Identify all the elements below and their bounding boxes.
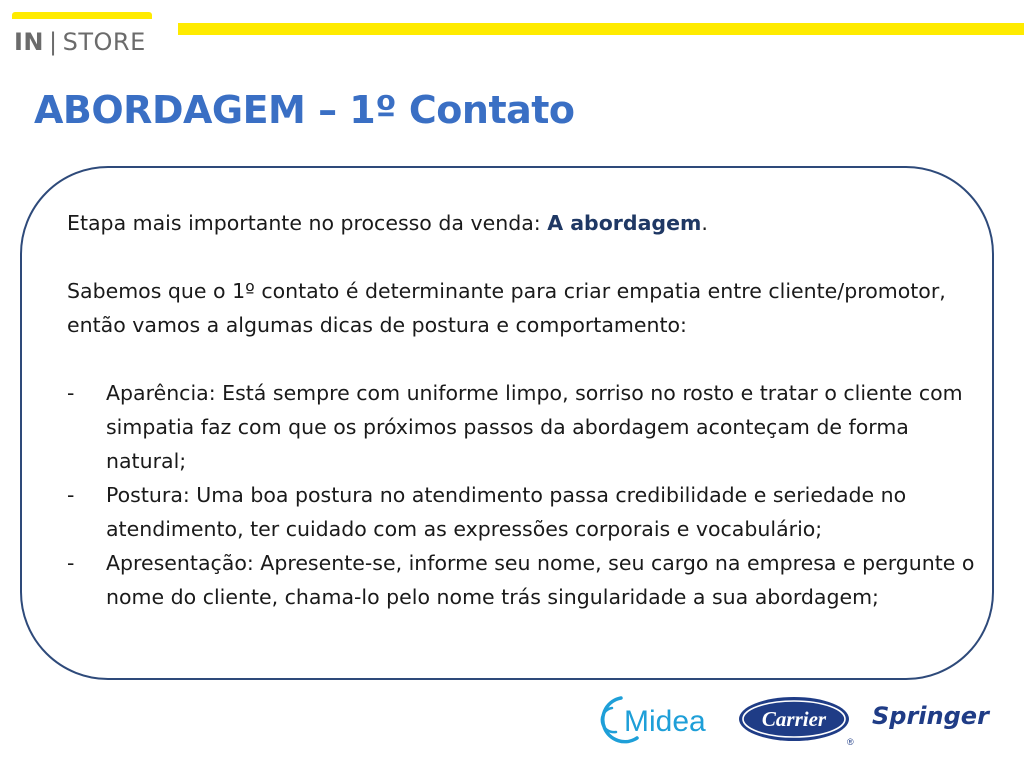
bullet-text: Aparência: Está sempre com uniforme limpo, sorriso no rosto e tratar o cliente com simpatia faz com que os próximos passos da abordagem aconteçam de forma natural; bbox=[106, 381, 963, 473]
bullet-item bbox=[67, 478, 987, 546]
instore-logo bbox=[12, 12, 152, 58]
logo-yellow-bar bbox=[12, 12, 152, 19]
carrier-logo bbox=[738, 696, 856, 746]
intro-paragraph bbox=[67, 206, 987, 240]
bullet-text: Apresentação: Apresente-se, informe seu nome, seu cargo na empresa e pergunte o nome do cliente, chama-lo pelo nome trás singularidade a sua abordagem; bbox=[106, 551, 975, 609]
spacer bbox=[67, 240, 987, 274]
page-title: ABORDAGEM – 1º Contato bbox=[34, 88, 575, 132]
bullet-text: Postura: Uma boa postura no atendimento passa credibilidade e seriedade no atendimento, ter cuidado com as expressões corporais e vocabulário; bbox=[106, 483, 907, 541]
logo-store: STORE bbox=[62, 28, 146, 56]
bullet-marker: - bbox=[67, 551, 75, 575]
bullet-marker: - bbox=[67, 483, 75, 507]
bullet-list bbox=[67, 376, 987, 614]
carrier-wordmark: Carrier bbox=[761, 707, 827, 731]
logo-in: IN bbox=[14, 28, 45, 56]
intro-end: . bbox=[701, 211, 708, 235]
bullet-item bbox=[67, 546, 987, 614]
registered-mark: ® bbox=[847, 737, 854, 746]
logo-separator: | bbox=[49, 28, 58, 56]
midea-wordmark: Midea bbox=[624, 705, 706, 738]
bullet-item bbox=[67, 376, 987, 478]
intro-bold: A abordagem bbox=[547, 211, 702, 235]
brand-logos bbox=[590, 690, 1024, 750]
content-text bbox=[67, 206, 987, 614]
intro-text: Etapa mais importante no processo da venda: bbox=[67, 211, 548, 235]
logo-text bbox=[14, 28, 146, 56]
bullet-marker: - bbox=[67, 381, 75, 405]
header-yellow-line bbox=[178, 23, 1024, 35]
springer-logo: Springer bbox=[872, 702, 989, 730]
main-paragraph: Sabemos que o 1º contato é determinante para criar empatia entre cliente/promotor, então vamos a algumas dicas de postura e comportamento: bbox=[67, 279, 946, 337]
midea-logo bbox=[594, 694, 722, 744]
spacer bbox=[67, 342, 987, 376]
